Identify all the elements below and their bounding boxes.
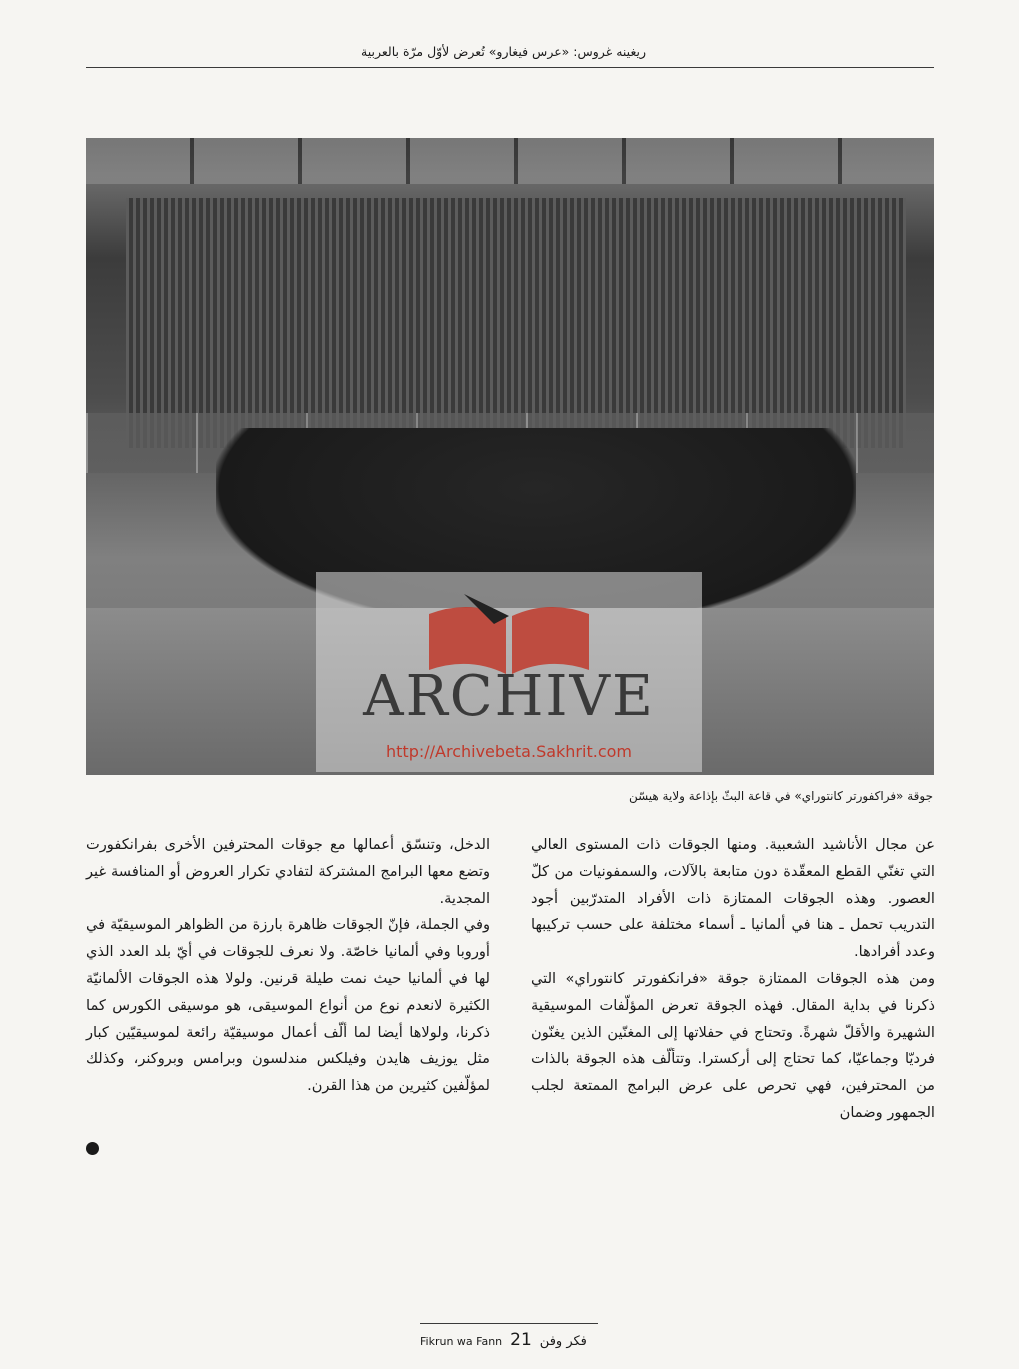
header-rule [86,67,934,68]
paragraph: ومن هذه الجوقات الممتازة جوقة «فرانكفورتر كانتوراي» التي ذكرنا في بداية المقال. فهذه الجوقة تعرض المؤلّفات الموسيقية الشهيرة والأقلّ شهرةً. وتحتاج في حفلاتها إلى المغنّين الذين يغنّون فرديّا وجماعيّا، كما تحتاج إلى أركسترا. وتتألّف هذه الجوقة بالذات من المحترفين، فهي تحرص على عرض البرامج الممتعة لجلب الجمهور وضمان [531,969,935,1121]
paragraph: الدخل، وتنسّق أعمالها مع جوقات المحترفين الأخرى بفرانكفورت وتضع معها البرامج المشتركة لتفادي تكرار العروض أو المنافسة غير المجدية. [86,836,490,907]
magazine-name-en: Fikrun wa Fann [420,1335,503,1348]
magazine-name-ar: فكر وفن [539,1334,587,1349]
article-end-mark [86,1142,99,1155]
paragraph: وفي الجملة، فإنّ الجوقات ظاهرة بارزة من الظواهر الموسيقيّة في أوروبا وفي ألمانيا خاصّة. ولا نعرف للجوقات في أيّ بلد العدد الذي لها في ألمانيا حيث نمت طيلة قرنين. ولولا هذه الجوقات الألمانيّة الكثيرة لانعدم نوع من أنواع الموسيقى، هو موسيقى الكورس كما ذكرنا، ولولاها أيضا لما ألّف أعمال موسيقيّة رائعة لموسيقيّين كبار مثل يوزيف هايدن وفيلكس مندلسون وبرامس وبروكنر، وكذلك لمؤلّفين كثيرين من هذا القرن. [86,916,490,1095]
hall-ceiling [86,138,934,184]
watermark-url: http://Archivebeta.Sakhrit.com [386,742,632,761]
page-number: 21 [510,1330,532,1350]
photo-caption: جوقة «فراكفورتر كانتوراي» في قاعة البثّ بإذاعة ولاية هيسّن [628,789,933,803]
archive-watermark [316,572,702,772]
organ-pipes [126,198,906,448]
article-column-right [531,832,935,1127]
running-header: ريغينه غروس: «عرس فيغارو» تُعرض لأوّل مرّة بالعربية [361,44,646,59]
article-column-left [86,832,490,1100]
watermark-text: ARCHIVE [363,664,655,729]
paragraph: عن مجال الأناشيد الشعبية. ومنها الجوقات ذات المستوى العالي التي تغنّي القطع المعقّدة دون متابعة بالآلات، والسمفونيات من كلّ العصور. وهذه الجوقات الممتازة ذات الأفراد المتدرّبين أجود التدريب تحمل ـ هنا في ألمانيا ـ أسماء مختلفة على حسب تركيبها وعدد أفرادها. [531,836,935,961]
footer-rule [420,1323,598,1324]
page-footer [420,1330,598,1350]
choir-photo [86,138,934,775]
